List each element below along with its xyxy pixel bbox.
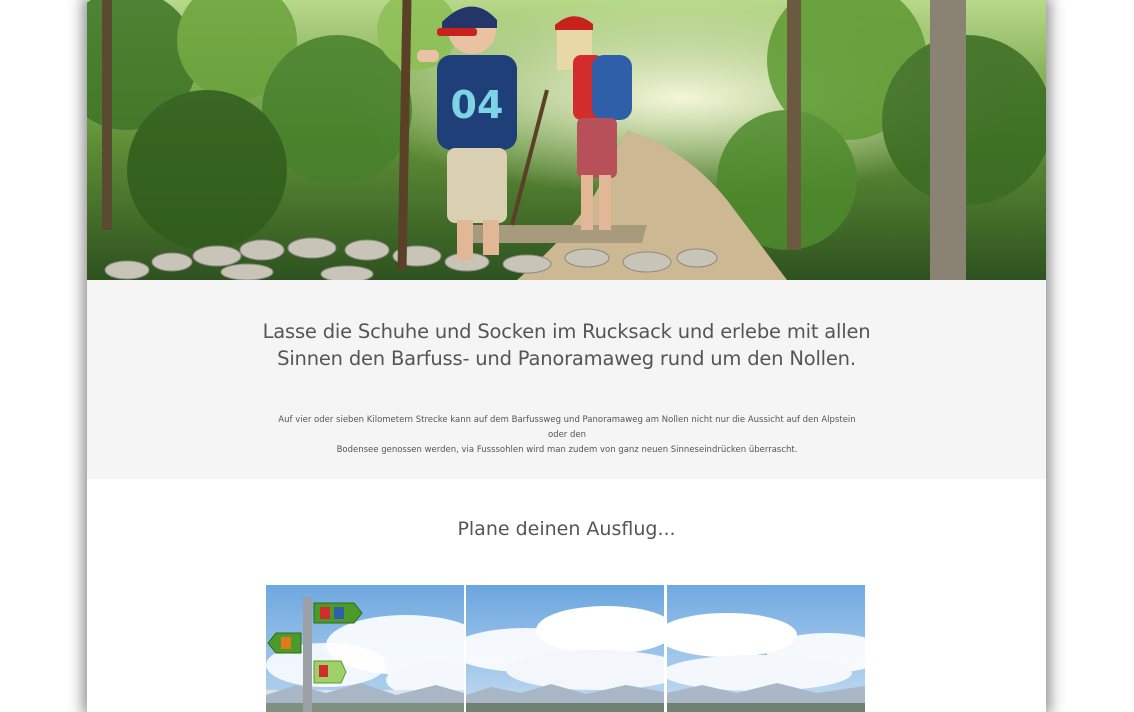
intro-section	[87, 280, 1046, 479]
plan-section-title: Plane deinen Ausflug...	[457, 518, 676, 540]
intro-body-line1: Auf vier oder sieben Kilometern Strecke kann auf dem Barfussweg und Panoramaweg am Nollen nicht nur die Aussicht auf den Alpstein oder den	[278, 415, 856, 440]
intro-headline	[87, 318, 1046, 372]
trip-gallery	[266, 585, 865, 712]
signpost-photo	[266, 585, 464, 712]
page-container	[87, 0, 1046, 712]
gallery-tile-signpost[interactable]	[266, 585, 464, 712]
intro-headline-line1: Lasse die Schuhe und Socken im Rucksack und erlebe mit allen	[262, 320, 871, 343]
panorama-photo-2	[667, 585, 865, 712]
gallery-tile-panorama-1[interactable]	[466, 585, 664, 712]
gallery-tile-panorama-2[interactable]	[667, 585, 865, 712]
intro-headline-line2: Sinnen den Barfuss- und Panoramaweg rund um den Nollen.	[277, 347, 856, 370]
hero-photo	[87, 0, 1046, 280]
intro-body-line2: Bodensee genossen werden, via Fusssohlen wird man zudem von ganz neuen Sinneseindrücken überrascht.	[336, 445, 798, 455]
svg-text:04: 04	[450, 83, 504, 127]
panorama-photo-1	[466, 585, 664, 712]
hero-image	[87, 0, 1046, 280]
intro-body-text	[277, 413, 857, 458]
